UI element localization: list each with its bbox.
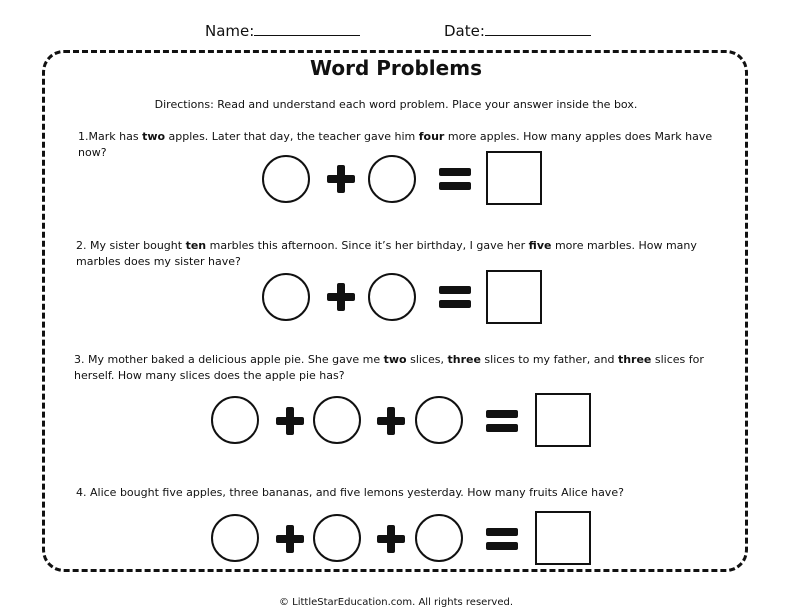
problem-3-addend-1-circle[interactable]: [211, 396, 259, 444]
problem-3-text: 3. My mother baked a delicious apple pie. She gave me two slices, three slices to my father, and three slices for herself. How many slices does the apple pie has?: [74, 353, 704, 382]
date-field[interactable]: [444, 21, 591, 40]
problem-4-addend-1-circle[interactable]: [211, 514, 259, 562]
equals-icon: [439, 168, 471, 190]
problem-4-text: 4. Alice bought five apples, three bananas, and five lemons yesterday. How many fruits Alice have?: [76, 486, 624, 499]
problem-2-addend-2-circle[interactable]: [368, 273, 416, 321]
plus-icon: [327, 283, 355, 311]
worksheet-title: Word Problems: [310, 56, 482, 80]
problem-3-addend-3-circle[interactable]: [415, 396, 463, 444]
problem-4-addend-2-circle[interactable]: [313, 514, 361, 562]
copyright-footer: © LittleStarEducation.com. All rights reserved.: [278, 597, 514, 608]
problem-1-addend-2-circle[interactable]: [368, 155, 416, 203]
date-blank-line[interactable]: [485, 21, 591, 36]
problem-1-addend-1-circle[interactable]: [262, 155, 310, 203]
problem-1-answer-box[interactable]: [486, 151, 542, 205]
name-field[interactable]: [205, 21, 360, 40]
problem-2-text: 2. My sister bought ten marbles this afternoon. Since it’s her birthday, I gave her five more marbles. How many marbles does my sister have?: [76, 239, 697, 268]
equals-icon: [439, 286, 471, 308]
directions-text: Directions: Read and understand each word problem. Place your answer inside the box.: [154, 98, 638, 111]
problem-2-answer-box[interactable]: [486, 270, 542, 324]
problem-1-text: 1.Mark has two apples. Later that day, the teacher gave him four more apples. How many apples does Mark have now?: [78, 130, 713, 159]
equals-icon: [486, 410, 518, 432]
problem-2-addend-1-circle[interactable]: [262, 273, 310, 321]
name-label: Name:: [205, 22, 255, 40]
plus-icon: [276, 525, 304, 553]
plus-icon: [276, 407, 304, 435]
plus-icon: [377, 525, 405, 553]
name-blank-line[interactable]: [254, 21, 360, 36]
problem-3-answer-box[interactable]: [535, 393, 591, 447]
equals-icon: [486, 528, 518, 550]
problem-4-addend-3-circle[interactable]: [415, 514, 463, 562]
plus-icon: [377, 407, 405, 435]
problem-3-addend-2-circle[interactable]: [313, 396, 361, 444]
plus-icon: [327, 165, 355, 193]
date-label: Date:: [444, 22, 485, 40]
problem-4-answer-box[interactable]: [535, 511, 591, 565]
